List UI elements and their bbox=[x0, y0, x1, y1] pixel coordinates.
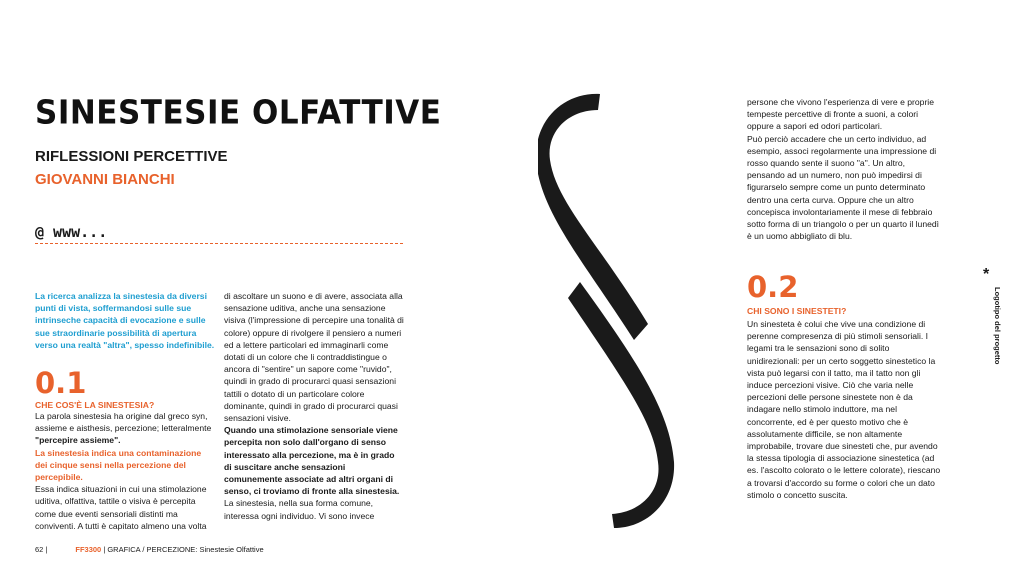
column-2-paragraph-1: di ascoltare un suono e di avere, associata alla sensazione uditiva, anche una sensazione visiva (l'impressione di percepire una tonalità di colore) oppure di rivolgere il pensiero a numeri ed a lettere particolari ed immaginarli come dotati di un colore che li contraddistingue o ancora di "sentire" un sapore come "ruvido", quindi in grado di procurarci quasi sensazioni tattili o dotato di un particolare colore dominante, quindi in grado di procurarci quasi sensazioni visive. bbox=[224, 291, 404, 424]
column-2-body bbox=[224, 290, 404, 522]
section-heading-1: CHE COS'È LA SINESTESIA? bbox=[35, 400, 155, 410]
section-number-1: 0.1 bbox=[35, 366, 87, 400]
section-heading-2: CHI SONO I SINESTETI? bbox=[747, 306, 847, 316]
page-footer bbox=[35, 545, 264, 554]
section-1-paragraph: Essa indica situazioni in cui una stimolazione uditiva, olfattiva, tattile o visiva è percepita come due eventi sensoriali distinti ma conviventi. A tutti è capitato almeno una volta bbox=[35, 484, 207, 531]
project-logo bbox=[538, 92, 678, 532]
column-2-emphasis: Quando una stimolazione sensoriale viene percepita non solo dall'organo di senso interessato alla percezione, ma è in grado di suscitare anche sensazioni comunemente associate ad altri organi di senso, ci troviamo di fronte alla sinestesia. bbox=[224, 425, 400, 497]
logo-caption: Logotipo del progetto bbox=[993, 287, 1002, 365]
section-1-emphasis: "percepire assieme". bbox=[35, 435, 121, 446]
column-3-paragraph-2: Può perciò accadere che un certo individuo, ad esempio, associ regolarmente una impressione di rosso quando sente il suono "a". Un altro, pensando ad un numero, non può impedirsi di figurarselo sempre come un punto determinato dentro una certa curva. Oppure che un altro concepisca involontariamente il mese di febbraio sotto forma di un triangolo o per un quarto il lunedì è un uomo abbigliato di blu. bbox=[747, 133, 940, 242]
section-number-2: 0.2 bbox=[747, 270, 799, 304]
column-2-paragraph-3: La sinestesia, nella sua forma comune, interessa ogni individuo. Vi sono invece bbox=[224, 498, 375, 521]
section-1-highlight: La sinestesia indica una contaminazione dei cinque sensi nella percezione del percepibile. bbox=[35, 447, 202, 483]
section-1-body bbox=[35, 410, 215, 532]
section-2-body: Un sinesteta è colui che vive una condizione di perenne compresenza di più stimoli sensoriali. I legami tra le sensazioni sono di solito unidirezionali: per un certo soggetto sinestetico la vista può legarsi con il tatto, ma il tatto non gli induce percezioni visive. Ciò che varia nelle percezioni delle persone sinestete non è da indagare nello stimolo induttore, ma nel concorrente, ed è per questo motivo che è assolutamente difficile, se non altamente improbabile, trovare due sinesteti che, pur avendo la stessa tipologia di associazione sinestetica (ad es. l'ascolto colorato o le lettere colorate), riescano a trovarsi d'accordo su forme o colori che un dato stimolo o concetto suscita. bbox=[747, 319, 941, 500]
subtitle: RIFLESSIONI PERCETTIVE bbox=[35, 148, 228, 165]
author-name: GIOVANNI BIANCHI bbox=[35, 171, 175, 188]
issue-code: FF3300 bbox=[75, 545, 102, 554]
column-3-paragraph-1: persone che vivono l'esperienza di vere e proprie tempeste percettive di fronte a suoni, a colori oppure a sapori ed odori particolari. bbox=[747, 97, 934, 132]
intro-lead: La ricerca analizza la sinestesia da diversi punti di vista, soffermandosi sulle sue intrinseche capacità di evocazione e sulle sue straordinarie possibilità di apertura verso una realtà "altra", spesso indefinibile. bbox=[35, 291, 215, 350]
asterisk-icon: * bbox=[983, 266, 990, 283]
website-link[interactable]: @ www... bbox=[35, 223, 108, 241]
section-1-text: La parola sinestesia ha origine dal greco syn, assieme e aisthesis, percezione; letteralmente bbox=[35, 411, 212, 434]
page-number: 62 | bbox=[35, 545, 48, 554]
page-title: SINESTESIE OLFATTIVE bbox=[35, 94, 442, 132]
column-3-body bbox=[747, 96, 942, 242]
footer-path: | GRAFICA / PERCEZIONE: Sinestesie Olfattive bbox=[101, 545, 264, 554]
dashed-divider bbox=[35, 243, 403, 244]
